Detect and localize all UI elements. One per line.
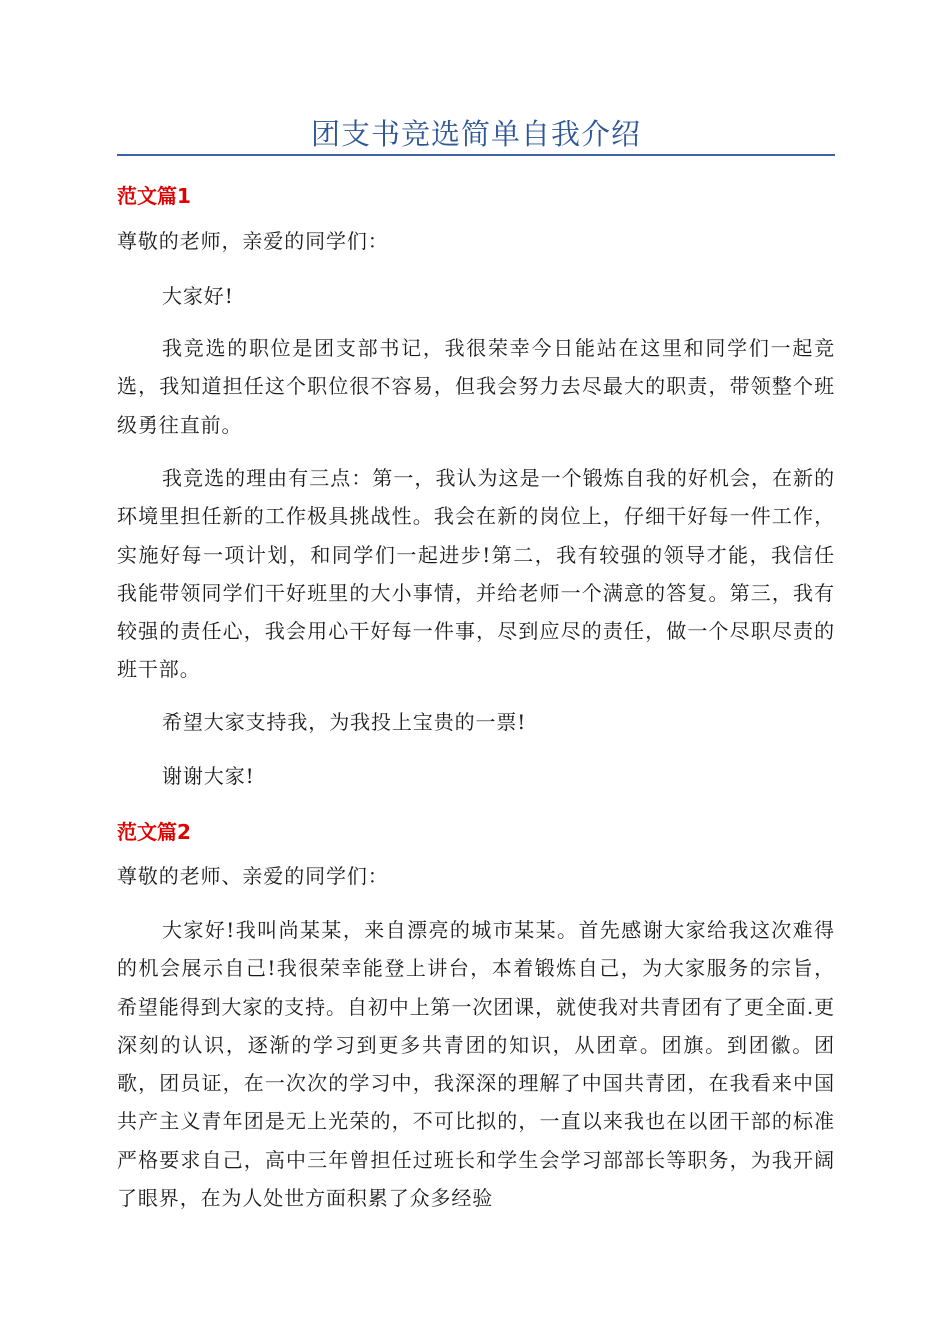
- section-heading-2: 范文篇2: [117, 820, 191, 844]
- paragraph-reasons: 我竞选的理由有三点：第一，我认为这是一个锻炼自我的好机会，在新的环境里担任新的工作极具挑战性。我会在新的岗位上，仔细干好每一件工作，实施好每一项计划，和同学们一起进步!第二，我有较强的领导才能，我信任我能带领同学们干好班里的大小事情，并给老师一个满意的答复。第三，我有较强的责任心，我会用心干好每一件事，尽到应尽的责任，做一个尽职尽责的班干部。: [117, 466, 835, 682]
- salutation-1: 尊敬的老师，亲爱的同学们：: [117, 229, 389, 253]
- paragraph-position: 我竞选的职位是团支部书记，我很荣幸今日能站在这里和同学们一起竞选，我知道担任这个职位很不容易，但我会努力去尽最大的职责，带领整个班级勇往直前。: [117, 336, 835, 437]
- document-title: 团支书竞选简单自我介绍: [310, 117, 641, 151]
- paragraph-introduction: 大家好!我叫尚某某，来自漂亮的城市某某。首先感谢大家给我这次难得的机会展示自己!我很荣幸能登上讲台，本着锻炼自己，为大家服务的宗旨，希望能得到大家的支持。自初中上第一次团课，就使我对共青团有了更全面.更深刻的认识，逐渐的学习到更多共青团的知识，从团章。团旗。到团徽。团歌，团员证，在一次次的学习中，我深深的理解了中国共青团，在我看来中国共产主义青年团是无上光荣的，不可比拟的，一直以来我也在以团干部的标准严格要求自己，高中三年曾担任过班长和学生会学习部部长等职务，为我开阔了眼界，在为人处世方面积累了众多经验: [117, 918, 835, 1211]
- closing-thanks-1: 谢谢大家!: [162, 764, 255, 788]
- greeting-1: 大家好!: [162, 284, 234, 308]
- paragraph-support: 希望大家支持我，为我投上宝贵的一票!: [162, 710, 527, 734]
- section-heading-1: 范文篇1: [117, 184, 191, 208]
- title-underline: [117, 154, 835, 156]
- salutation-2: 尊敬的老师、亲爱的同学们：: [117, 864, 389, 888]
